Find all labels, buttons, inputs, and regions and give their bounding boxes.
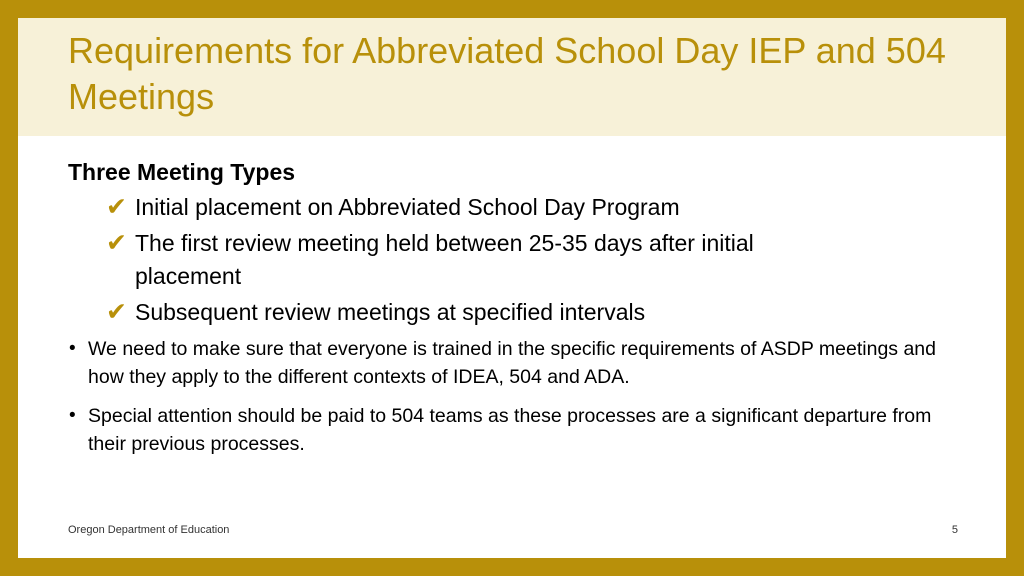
- slide-content: [68, 156, 968, 469]
- meeting-type-item: [68, 227, 855, 293]
- meeting-type-text: The first review meeting held between 25-35 days after initial placement: [135, 230, 754, 289]
- checkmark-icon: ✔: [106, 229, 127, 257]
- section-heading: Three Meeting Types: [68, 159, 296, 185]
- meeting-type-text: Initial placement on Abbreviated School Day Program: [135, 194, 680, 220]
- meeting-type-item: [68, 191, 855, 224]
- checkmark-icon: ✔: [106, 298, 127, 326]
- slide-title: Requirements for Abbreviated School Day IEP and 504 Meetings: [68, 30, 946, 117]
- bullet-icon: •: [69, 405, 76, 426]
- checkmark-icon: ✔: [106, 193, 127, 221]
- page-number: 5: [951, 524, 958, 536]
- note-item: [68, 402, 968, 458]
- slide: [18, 18, 1006, 558]
- meeting-type-item: [68, 296, 855, 329]
- meeting-types-list: [68, 191, 968, 329]
- note-item: [68, 335, 968, 391]
- footer-organization: Oregon Department of Education: [68, 524, 230, 536]
- title-band: [18, 18, 1006, 136]
- note-text: Special attention should be paid to 504 teams as these processes are a significant departure from their previous processes.: [88, 405, 932, 455]
- bullet-icon: •: [69, 338, 76, 359]
- note-text: We need to make sure that everyone is trained in the specific requirements of ASDP meetings and how they apply to the different contexts of IDEA, 504 and ADA.: [88, 338, 936, 388]
- notes-list: [68, 335, 968, 458]
- meeting-type-text: Subsequent review meetings at specified intervals: [135, 299, 646, 325]
